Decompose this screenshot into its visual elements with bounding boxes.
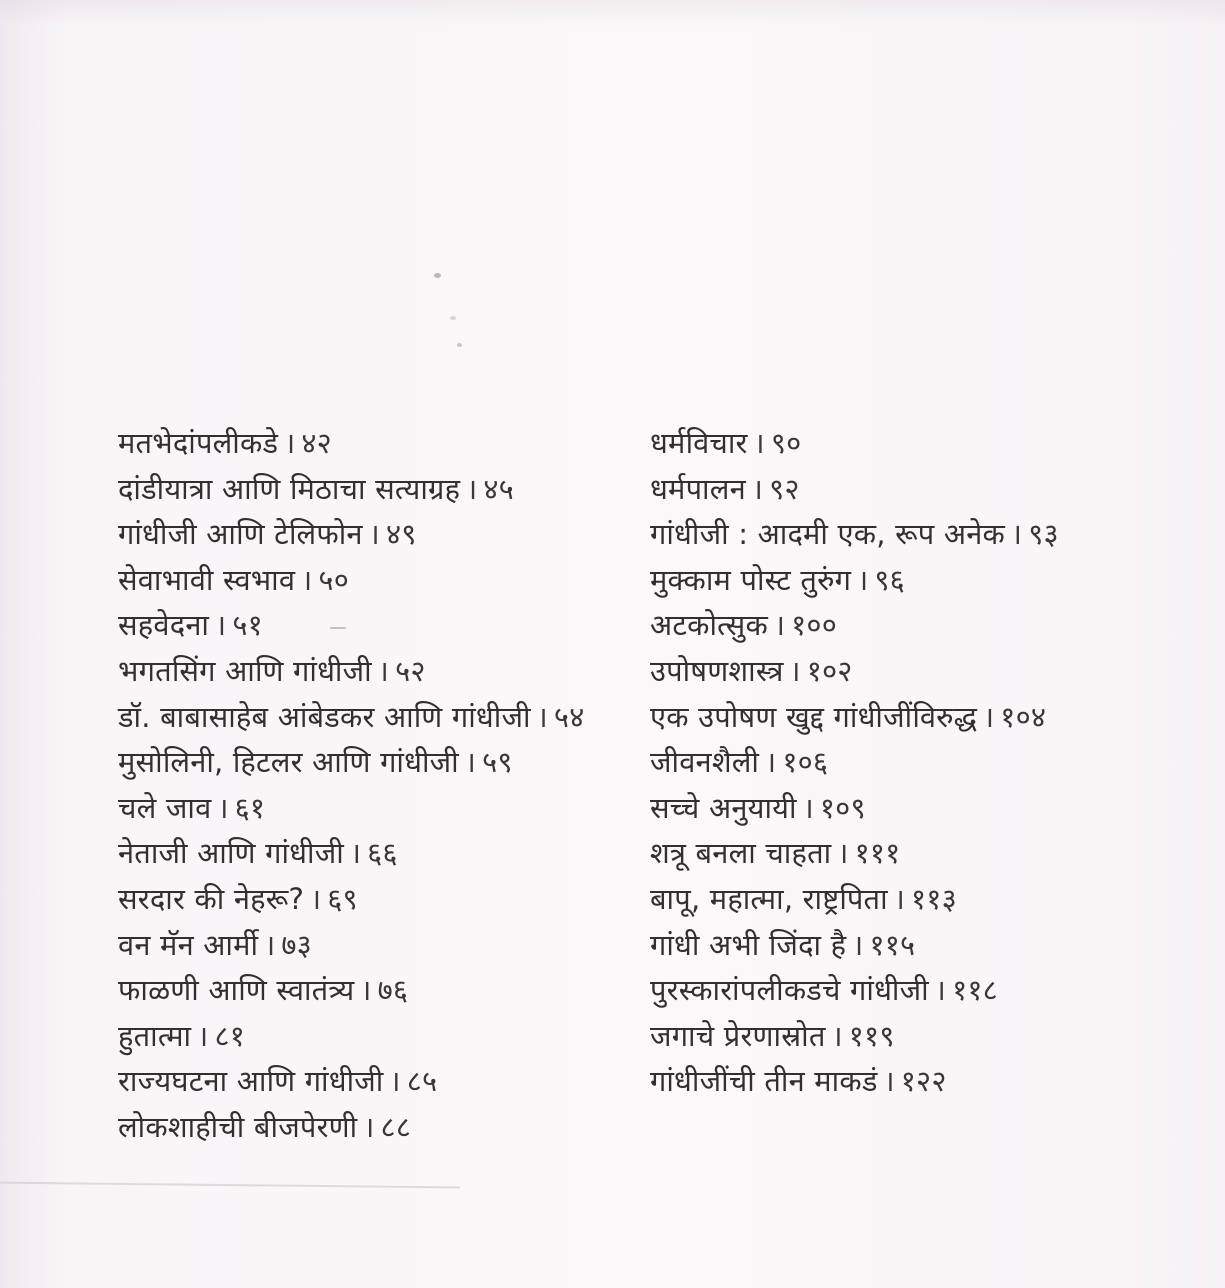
danda-separator: । (217, 790, 229, 825)
chapter-title: अटकोत्सुक (650, 608, 768, 643)
page-number: १०४ (1000, 699, 1047, 734)
scan-dust-speck (457, 343, 462, 347)
toc-entry (650, 512, 1059, 558)
toc-entry (118, 1059, 584, 1105)
page-number: ५० (318, 562, 349, 597)
page-number: ८५ (406, 1064, 438, 1099)
danda-separator: । (301, 562, 313, 597)
toc-entry (650, 740, 1059, 786)
danda-separator: । (197, 1018, 209, 1053)
scan-edge-shading (0, 0, 1225, 26)
chapter-title: नेताजी आणि गांधीजी (118, 836, 344, 871)
toc-entry (118, 740, 584, 786)
danda-separator: । (363, 1109, 375, 1144)
page-number: ६९ (327, 881, 358, 916)
danda-separator: । (284, 426, 296, 460)
danda-separator: । (389, 1064, 401, 1099)
chapter-title: बापू, महात्मा, राष्ट्रपिता (650, 881, 888, 916)
toc-entry (650, 421, 1059, 467)
page-number: १०६ (782, 745, 829, 780)
danda-separator: । (368, 517, 380, 552)
toc-entry (650, 649, 1059, 695)
danda-separator: । (883, 1064, 895, 1099)
chapter-title: हुतात्मा (118, 1018, 192, 1053)
danda-separator: । (857, 562, 869, 597)
chapter-title: धर्मविचार (650, 426, 748, 460)
page-number: ४२ (301, 426, 332, 460)
page-number: ५४ (553, 699, 585, 734)
danda-separator: । (831, 1018, 843, 1053)
page-number: ८१ (214, 1018, 246, 1053)
danda-separator: । (852, 927, 864, 962)
toc-entry (118, 558, 584, 604)
danda-separator: । (466, 471, 478, 506)
chapter-title: एक उपोषण खुद्द गांधीजींविरुद्ध (650, 699, 978, 734)
toc-entry (118, 421, 584, 467)
danda-separator: । (802, 790, 814, 825)
chapter-title: राज्यघटना आणि गांधीजी (118, 1064, 384, 1099)
page-number: ९६ (874, 562, 905, 597)
danda-separator: । (837, 836, 849, 871)
toc-entry (650, 695, 1059, 741)
page-number: ४५ (483, 471, 514, 506)
danda-separator: । (360, 973, 372, 1008)
page-number: ७३ (281, 927, 312, 962)
scan-dust-speck (450, 316, 456, 320)
danda-separator: । (983, 699, 995, 734)
page-number: १०० (791, 608, 837, 643)
toc-entry (118, 1105, 584, 1151)
page-number: ९३ (1028, 517, 1059, 552)
toc-entry (118, 1014, 584, 1060)
chapter-title: गांधी अभी जिंदा है (650, 927, 847, 962)
chapter-title: लोकशाहीची बीजपेरणी (118, 1109, 358, 1144)
chapter-title: उपोषणशास्त्र (650, 653, 784, 688)
chapter-title: शत्रू बनला चाहता (650, 836, 832, 871)
danda-separator: । (310, 881, 322, 916)
page-number: ५१ (232, 608, 263, 643)
toc-entry (118, 831, 584, 877)
danda-separator: । (349, 836, 362, 871)
toc-entry (650, 831, 1059, 877)
danda-separator: । (464, 745, 477, 780)
page-number: ४९ (385, 517, 417, 552)
chapter-title: वन मॅन आर्मी (118, 927, 259, 962)
page-number: ६१ (234, 790, 266, 825)
toc-entry (118, 467, 584, 513)
chapter-title: सेवाभावी स्वभाव (118, 562, 296, 597)
danda-separator: । (1011, 517, 1023, 552)
chapter-title: सच्चे अनुयायी (650, 790, 797, 825)
page-number: ५९ (482, 745, 513, 780)
toc-entry (650, 603, 1059, 649)
danda-separator: । (753, 426, 765, 460)
chapter-title: गांधीजींची तीन माकडं (650, 1064, 878, 1099)
danda-separator: । (264, 927, 276, 962)
page-number: ६६ (367, 836, 398, 871)
chapter-title: पुरस्कारांपलीकडचे गांधीजी (650, 973, 929, 1008)
chapter-title: धर्मपालन (650, 471, 746, 506)
chapter-title: दांडीयात्रा आणि मिठाचा सत्याग्रह (118, 471, 461, 506)
page-number: १११ (854, 836, 901, 871)
chapter-title: जगाचे प्रेरणास्रोत (650, 1018, 826, 1053)
chapter-title: जीवनशैली (650, 745, 760, 780)
toc-entry (118, 603, 584, 649)
toc-entry (650, 923, 1059, 969)
page-number: ११८ (952, 973, 998, 1008)
chapter-title: भगतसिंग आणि गांधीजी (118, 653, 372, 688)
chapter-title: सरदार की नेहरू? (118, 881, 305, 916)
toc-column-left (118, 421, 584, 1151)
danda-separator: । (377, 653, 390, 688)
page-number: ११९ (848, 1018, 895, 1053)
page-number: ५२ (395, 653, 426, 688)
page-number: ११५ (869, 927, 916, 962)
toc-entry (118, 786, 584, 832)
page-number: ९० (770, 426, 802, 460)
danda-separator: । (751, 471, 764, 506)
toc-entry (650, 968, 1059, 1014)
toc-entry (118, 649, 584, 695)
danda-separator: । (215, 608, 227, 643)
page-number: १२२ (900, 1064, 947, 1099)
toc-entry (118, 877, 584, 923)
toc-entry (650, 558, 1059, 604)
chapter-title: फाळणी आणि स्वातंत्र्य (118, 973, 355, 1008)
page-number: १०२ (806, 653, 853, 688)
danda-separator: । (536, 699, 548, 734)
chapter-title: चले जाव (118, 790, 212, 825)
toc-entry (118, 923, 584, 969)
page-number: ७६ (377, 973, 409, 1008)
toc-entry (118, 695, 584, 741)
chapter-title: मुक्काम पोस्ट तुरुंग (650, 562, 852, 597)
chapter-title: मतभेदांपलीकडे (118, 426, 279, 460)
danda-separator: । (934, 973, 947, 1008)
toc-entry (650, 877, 1059, 923)
chapter-title: डॉ. बाबासाहेब आंबेडकर आणि गांधीजी (118, 699, 531, 734)
page-number: ९२ (769, 471, 800, 506)
toc-entry (118, 512, 584, 558)
page-number: ११३ (911, 881, 957, 916)
page-number: ८८ (380, 1109, 412, 1144)
danda-separator: । (893, 881, 906, 916)
toc-entry (650, 786, 1059, 832)
chapter-title: गांधीजी : आदमी एक, रूप अनेक (650, 517, 1006, 552)
toc-entry (650, 1014, 1059, 1060)
chapter-title: गांधीजी आणि टेलिफोन (118, 517, 363, 552)
page-number: १०९ (819, 790, 866, 825)
chapter-title: सहवेदना (118, 608, 210, 643)
chapter-title: मुसोलिनी, हिटलर आणि गांधीजी (118, 745, 459, 780)
danda-separator: । (765, 745, 777, 780)
scan-dust-speck (434, 273, 441, 278)
scan-line-artifact (0, 1182, 460, 1188)
toc-column-right (650, 421, 1059, 1105)
danda-separator: । (789, 653, 801, 688)
danda-separator: । (773, 608, 786, 643)
toc-entry (650, 1059, 1059, 1105)
toc-entry (650, 467, 1059, 513)
toc-entry (118, 968, 584, 1014)
